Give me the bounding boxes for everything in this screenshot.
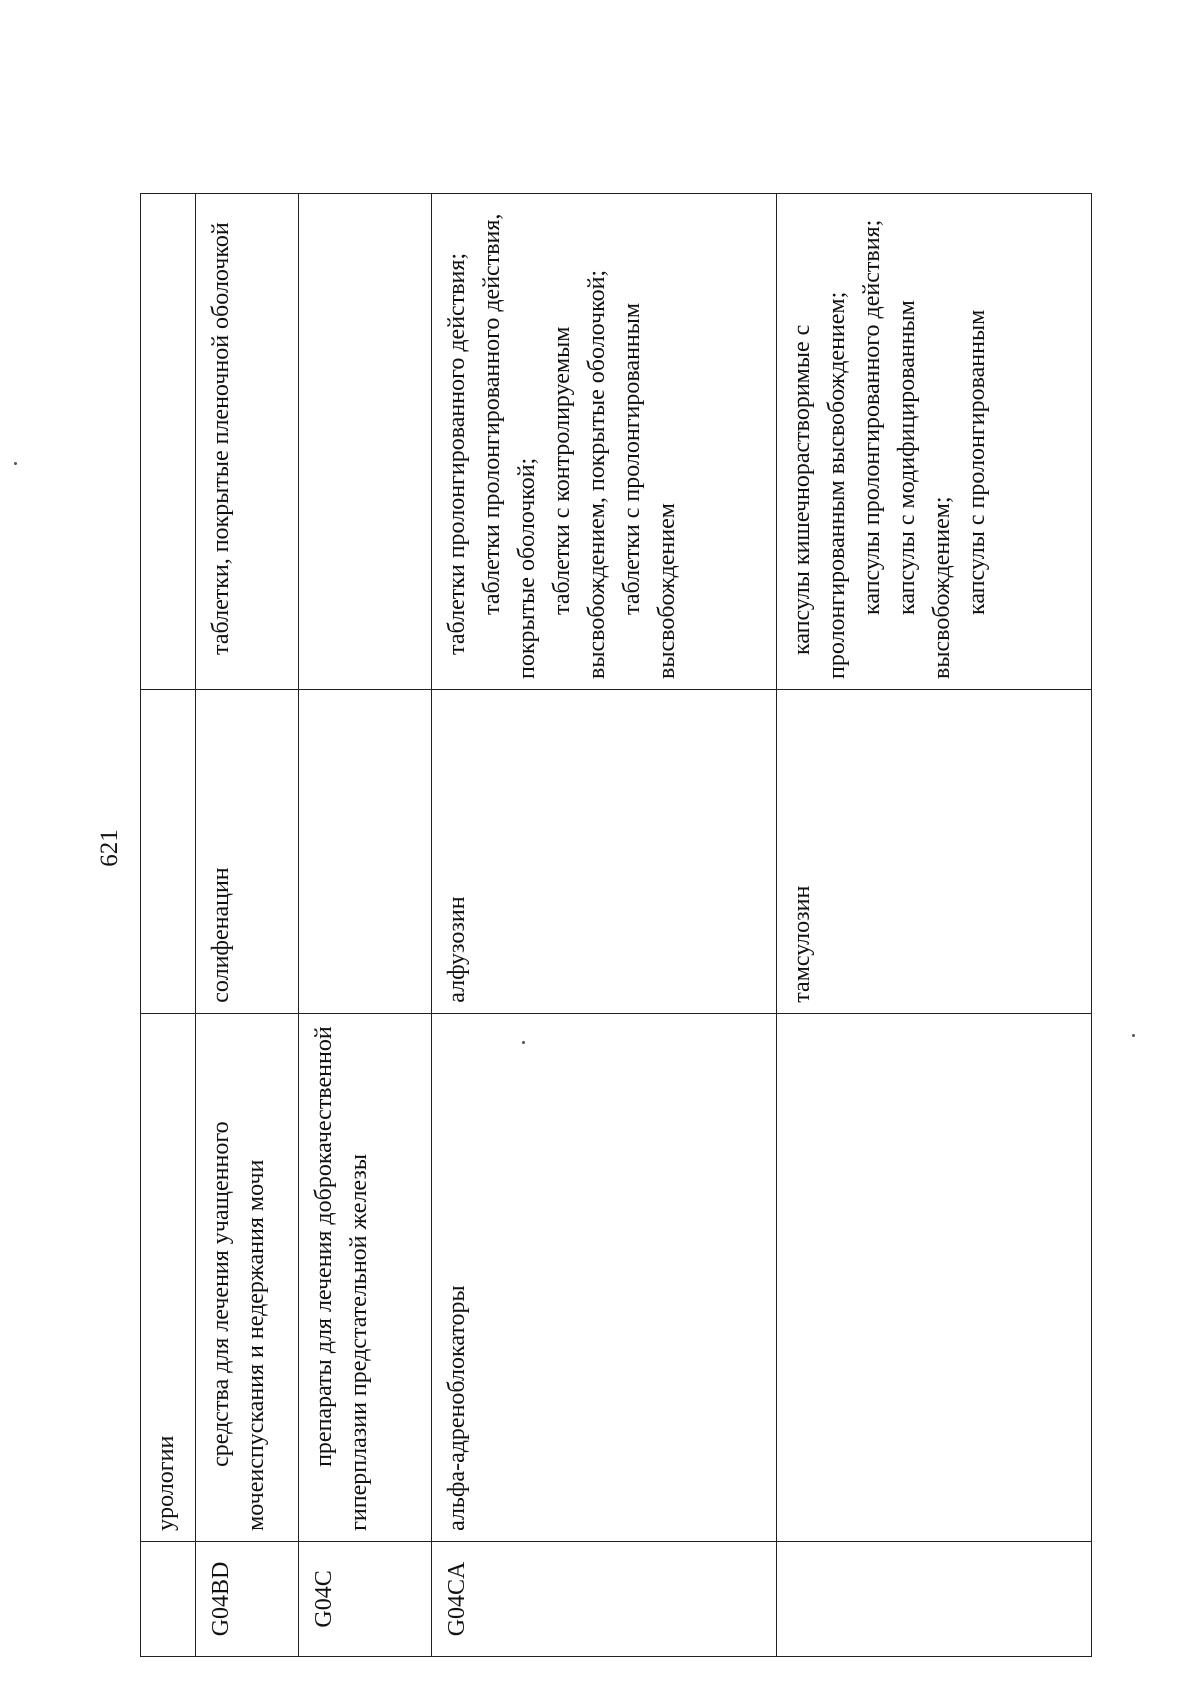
- code-cell: G04BD: [196, 1541, 299, 1656]
- group-cell: препараты для лечения доброкачественной гиперплазии предстательной железы: [299, 1013, 432, 1541]
- name-cell: [299, 689, 432, 1013]
- form-cell: [777, 194, 1092, 690]
- scan-speck: [1132, 1034, 1135, 1037]
- rotated-table-container: [140, 0, 1120, 1657]
- name-cell: алфузозин: [432, 689, 777, 1013]
- dosage-form: капсулы с модифицированным высвобождением;: [894, 300, 955, 679]
- form-cell: [196, 194, 299, 690]
- dosage-form: таблетки с контролируемым высвобождением, покрытые оболочкой;: [549, 269, 610, 679]
- group-cell: альфа-адреноблокаторы: [432, 1013, 777, 1541]
- code-cell: G04CA: [432, 1541, 777, 1656]
- code-cell: G04C: [299, 1541, 432, 1656]
- table-row: [777, 194, 1092, 1657]
- dosage-form: капсулы с пролонгированным: [964, 309, 990, 615]
- dosage-form: капсулы пролонгированного действия;: [859, 219, 885, 615]
- dosage-form: таблетки пролонгированного действия;: [444, 252, 470, 655]
- dosage-form: таблетки пролонгированного действия, покрытые оболочкой;: [479, 213, 540, 679]
- name-cell: солифенацин: [196, 689, 299, 1013]
- name-cell: тамсулозин: [777, 689, 1092, 1013]
- form-cell: [141, 194, 196, 690]
- dosage-form: таблетки с пролонгированным высвобождением: [619, 302, 680, 679]
- table-row: [196, 194, 299, 1657]
- group-cell: [777, 1013, 1092, 1541]
- name-cell: [141, 689, 196, 1013]
- form-cell: [432, 194, 777, 690]
- group-cell: средства для лечения учащенного мочеиспускания и недержания мочи: [196, 1013, 299, 1541]
- table-row: [432, 194, 777, 1657]
- page-number: 621: [96, 829, 123, 867]
- code-cell: [777, 1541, 1092, 1656]
- dosage-form: таблетки, покрытые пленочной оболочкой: [208, 222, 234, 655]
- scan-speck: [522, 1041, 525, 1044]
- group-cell: урологии: [141, 1013, 196, 1541]
- table-row: [141, 194, 196, 1657]
- dosage-form: капсулы кишечнорастворимые с пролонгированным высвобождением;: [789, 291, 850, 679]
- drug-table: [140, 193, 1092, 1657]
- code-cell: [141, 1541, 196, 1656]
- scan-speck: [14, 462, 17, 465]
- table-row: [299, 194, 432, 1657]
- form-cell: [299, 194, 432, 690]
